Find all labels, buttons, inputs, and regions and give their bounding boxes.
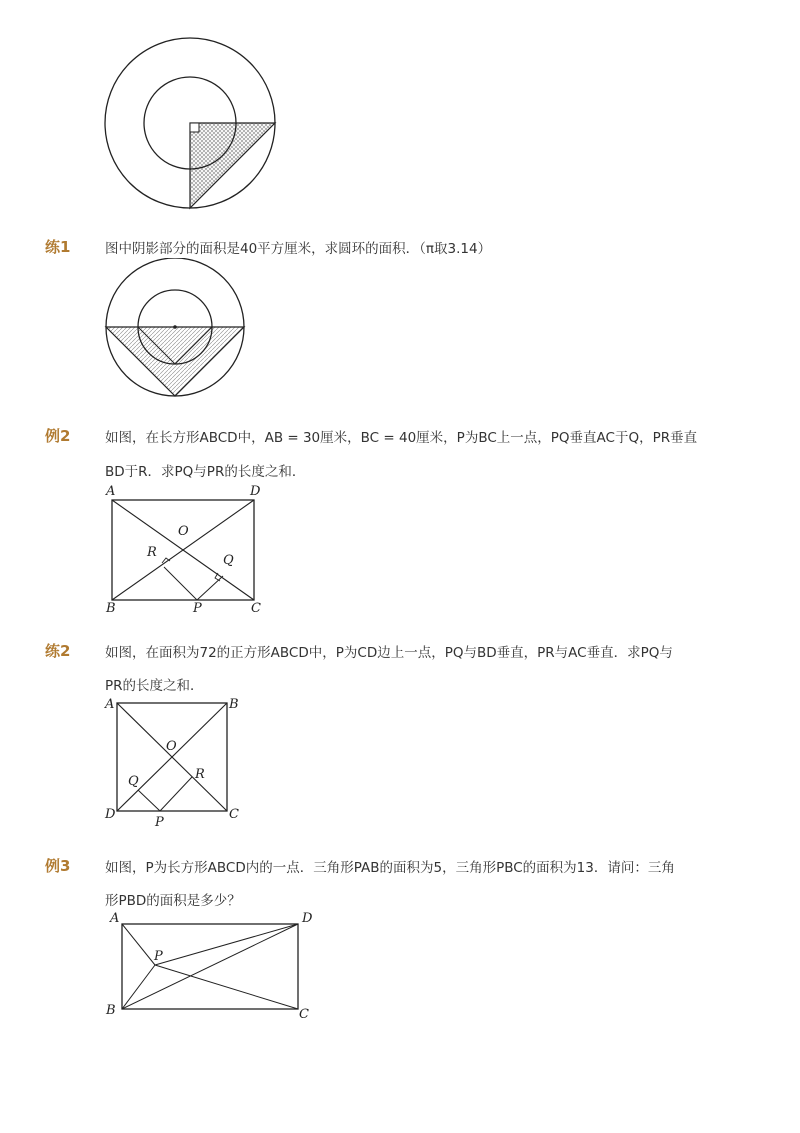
vertex-label: D [302, 911, 313, 926]
problem-text: BD于R．求PQ与PR的长度之和． [105, 464, 306, 480]
vertex-label: O [166, 739, 177, 754]
vertex-label: P [154, 949, 163, 964]
problem-text: 如图，在面积为72的正方形ABCD中，P为CD边上一点，PQ与BD垂直，PR与AC垂直．求PQ与 [105, 645, 673, 661]
vertex-label: B [229, 697, 239, 712]
vertex-label: R [147, 545, 157, 560]
problem-tag: 例3 [45, 857, 71, 875]
vertex-label: A [110, 911, 120, 926]
vertex-label: B [106, 1003, 116, 1018]
problem-text: 如图，P为长方形ABCD内的一点．三角形PAB的面积为5，三角形PBC的面积为13．请问：三角 [105, 860, 675, 876]
vertex-label: B [106, 601, 116, 616]
vertex-label: C [251, 601, 261, 616]
problem-tag: 练2 [45, 642, 71, 660]
vertex-label: D [105, 807, 116, 822]
figure-rectangle [100, 480, 275, 620]
figure-point-in-rectangle [102, 908, 317, 1023]
vertex-label: P [193, 601, 202, 616]
vertex-label: O [178, 524, 189, 539]
vertex-label: C [229, 807, 239, 822]
problem-tag: 例2 [45, 427, 71, 445]
figure-annulus-1 [100, 35, 280, 215]
problem-text: 如图，在长方形ABCD中，AB = 30厘米，BC = 40厘米，P为BC上一点，PQ垂直AC于Q，PR垂直 [105, 430, 698, 446]
problem-text: 形PBD的面积是多少？ [105, 893, 241, 909]
figure-annulus-2 [104, 258, 246, 400]
problem-text: 图中阴影部分的面积是40平方厘米，求圆环的面积．（π取3.14） [105, 241, 492, 257]
figure-square [102, 693, 247, 833]
problem-text: PR的长度之和． [105, 678, 204, 694]
vertex-label: P [155, 815, 164, 830]
vertex-label: Q [128, 774, 139, 789]
vertex-label: A [105, 697, 115, 712]
vertex-label: C [299, 1007, 309, 1022]
vertex-label: A [106, 484, 116, 499]
vertex-label: D [250, 484, 261, 499]
problem-tag: 练1 [45, 238, 71, 256]
vertex-label: Q [223, 553, 234, 568]
vertex-label: R [195, 767, 205, 782]
